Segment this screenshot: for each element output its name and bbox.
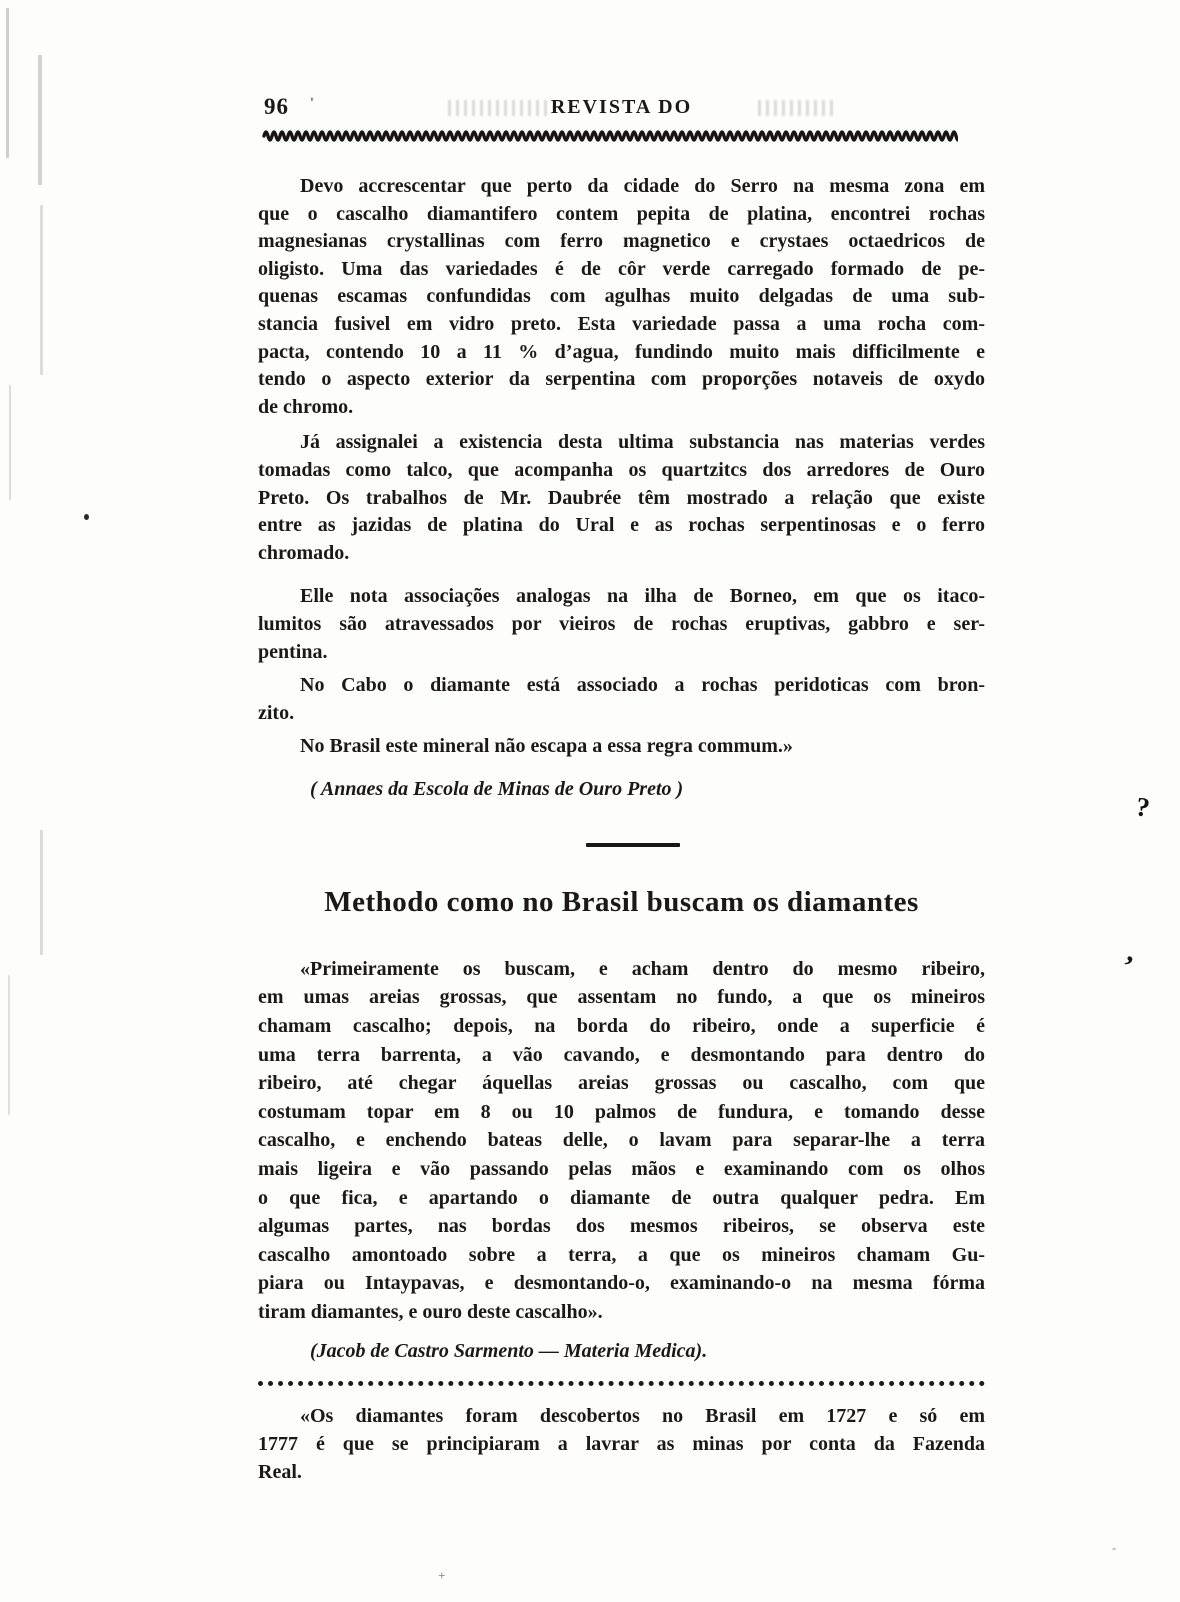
- text-line: zito.: [258, 701, 295, 724]
- scan-streak: [40, 205, 43, 375]
- text-line: chamam cascalho; depois, na borda do ribeiro, onde a superficie é: [258, 1015, 985, 1038]
- page-header: [258, 94, 985, 124]
- section-divider: [586, 843, 680, 847]
- ink-dot: [84, 514, 89, 520]
- text-line: pentina.: [258, 640, 328, 663]
- text-line: «Primeiramente os buscam, e acham dentro do mesmo ribeiro,: [300, 957, 985, 980]
- text-line: cascalho amontoado sobre a terra, a que os mineiros chamam Gu-: [258, 1243, 985, 1266]
- paragraph: [258, 733, 985, 761]
- text-line: quenas escamas confundidas com agulhas muito delgadas de uma sub-: [258, 285, 985, 308]
- text-line: stancia fusivel em vidro preto. Esta variedade passa a uma rocha com-: [258, 312, 985, 335]
- text-line: No Cabo o diamante está associado a rochas peridoticas com bron-: [300, 674, 985, 697]
- ink-speck: ?: [1133, 791, 1152, 823]
- text-line: chromado.: [258, 541, 350, 564]
- text-line: No Brasil este mineral não escapa a essa regra commum.»: [300, 735, 793, 758]
- ink-speck: -: [1112, 1540, 1117, 1555]
- text-line: «Os diamantes foram descobertos no Brasil em 1727 e só em: [300, 1404, 985, 1427]
- ink-smudge: [448, 100, 548, 116]
- source-citation: ( Annaes da Escola de Minas de Ouro Preto ): [310, 777, 684, 800]
- journal-title: REVISTA DO: [550, 96, 693, 118]
- page-number: 96: [264, 94, 289, 119]
- text-line: magnesianas crystallinas com ferro magnetico e crystaes octaedricos de: [258, 230, 985, 253]
- ornamental-rule: [262, 128, 958, 143]
- ink-speck: ’: [1117, 949, 1138, 984]
- ink-smudge: [758, 100, 833, 116]
- text-line: costumam topar em 8 ou 10 palmos de fundura, e tomando desse: [258, 1100, 985, 1123]
- paragraph: [258, 583, 985, 666]
- text-line: de chromo.: [258, 395, 354, 418]
- scan-streak: [6, 8, 9, 158]
- page-body: [258, 173, 985, 1486]
- paragraph: [258, 173, 985, 421]
- ink-speck: +: [438, 1568, 446, 1583]
- text-line: uma terra barrenta, a vão cavando, e desmontando para dentro do: [258, 1043, 985, 1066]
- text-line: Já assignalei a existencia desta ultima substancia nas materias verdes: [300, 431, 985, 454]
- article-title: Methodo como no Brasil buscam os diamantes: [324, 885, 919, 918]
- scan-streak: [38, 55, 42, 185]
- text-line: em umas areias grossas, que assentam no fundo, a que os mineiros: [258, 986, 985, 1009]
- text-line: Elle nota associações analogas na ilha de Borneo, em que os itaco-: [300, 585, 985, 608]
- ink-speck: ': [310, 96, 314, 111]
- text-line: ribeiro, até chegar áquellas areias grossas ou cascalho, com que: [258, 1072, 985, 1095]
- scan-streak: [40, 830, 43, 955]
- text-line: Preto. Os trabalhos de Mr. Daubrée têm mostrado a relação que existe: [258, 486, 985, 509]
- paragraph: [258, 429, 985, 567]
- scan-streak: [9, 385, 11, 500]
- text-line: tiram diamantes, e ouro deste cascalho».: [258, 1301, 603, 1323]
- text-line: que o cascalho diamantifero contem pepita de platina, encontrei rochas: [258, 202, 985, 225]
- text-line: pacta, contendo 10 a 11 % d’agua, fundindo muito mais difficilmente e: [258, 340, 985, 363]
- text-line: o que fica, e apartando o diamante de outra qualquer pedra. Em: [258, 1186, 985, 1209]
- paragraph: [258, 1402, 985, 1486]
- text-line: oligisto. Uma das variedades é de côr verde carregado formado de pe-: [258, 257, 985, 280]
- text-line: Real.: [258, 1460, 302, 1483]
- text-line: Devo accrescentar que perto da cidade do Serro na mesma zona em: [300, 175, 985, 197]
- text-line: lumitos são atravessados por vieiros de rochas eruptivas, gabbro e ser-: [258, 612, 985, 635]
- paragraph: [258, 672, 985, 727]
- text-line: algumas partes, nas bordas dos mesmos ribeiros, se observa este: [258, 1215, 985, 1238]
- dotted-divider: [258, 1381, 985, 1386]
- text-line: cascalho, e enchendo bateas delle, o lavam para separar-lhe a terra: [258, 1129, 985, 1152]
- text-line: mais ligeira e vão passando pelas mãos e examinando com os olhos: [258, 1158, 985, 1181]
- text-line: tomadas como talco, que acompanha os quartzitcs dos arredores de Ouro: [258, 458, 985, 481]
- scan-streak: [8, 975, 10, 1115]
- text-line: piara ou Intaypavas, e desmontando-o, examinando-o na mesma fórma: [258, 1272, 985, 1295]
- source-citation: (Jacob de Castro Sarmento — Materia Medica).: [310, 1339, 708, 1362]
- paragraph: [258, 955, 985, 1327]
- text-line: entre as jazidas de platina do Ural e as rochas serpentinosas e o ferro: [258, 514, 985, 537]
- text-line: 1777 é que se principiaram a lavrar as minas por conta da Fazenda: [258, 1432, 985, 1455]
- text-line: tendo o aspecto exterior da serpentina com proporções notaveis de oxydo: [258, 368, 985, 391]
